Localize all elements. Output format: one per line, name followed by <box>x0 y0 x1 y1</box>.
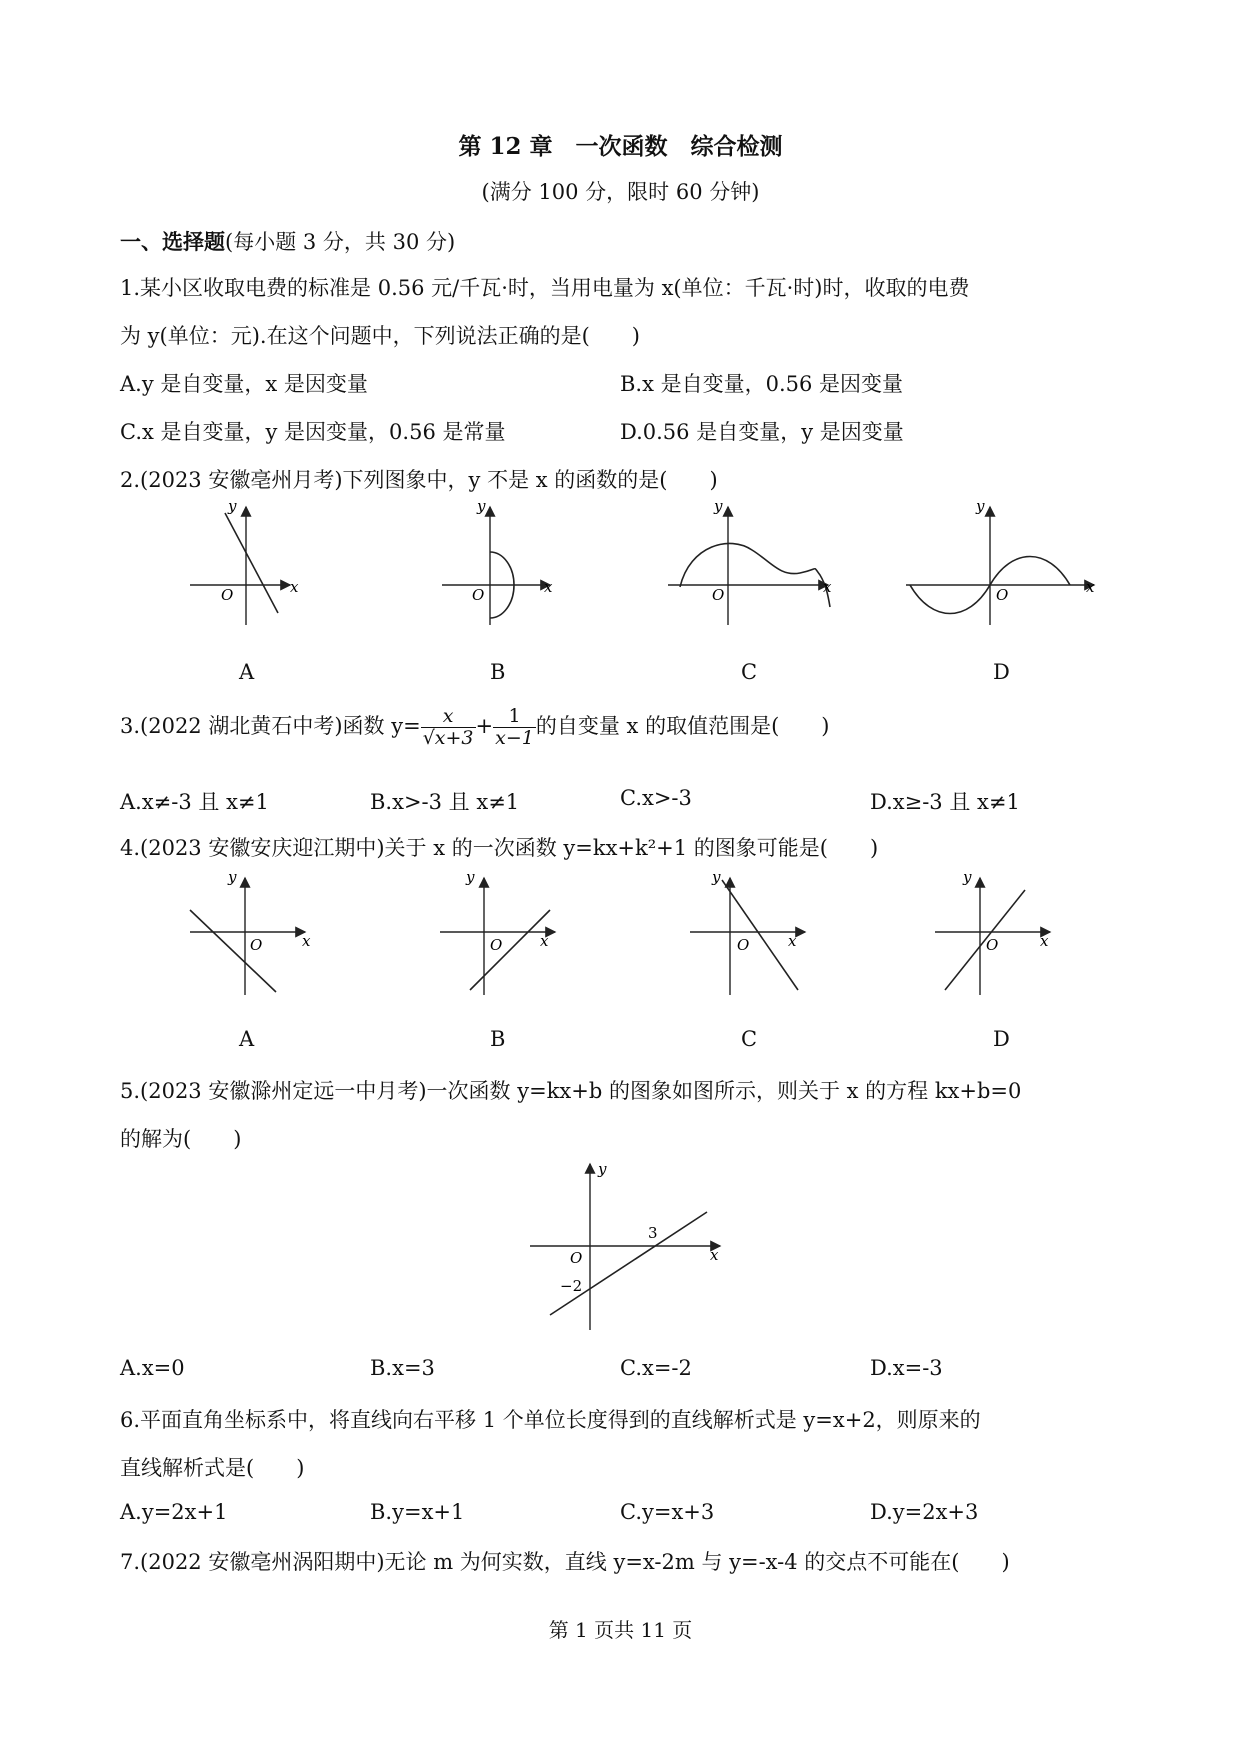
origin-label: O <box>737 936 750 954</box>
q3-option-c: C.x>-3 <box>620 786 692 810</box>
x-label: x <box>788 932 797 950</box>
q4-label-d: D <box>993 1027 1010 1051</box>
q4-stem: 4.(2023 安徽安庆迎江期中)关于 x 的一次函数 y=kx+k²+1 的图象可能是( ) <box>120 836 879 860</box>
origin-label: O <box>490 936 503 954</box>
q3-option-d: D.x≥-3 且 x≠1 <box>870 790 1020 814</box>
q5-option-c: C.x=-2 <box>620 1356 692 1380</box>
origin-label: O <box>996 586 1009 604</box>
q3-frac1-num: x <box>421 706 476 728</box>
section-heading-title: 一、选择题 <box>120 229 225 254</box>
q3-fraction-2 <box>493 706 536 749</box>
y-label: y <box>976 497 985 515</box>
q2-stem: 2.(2023 安徽亳州月考)下列图象中，y 不是 x 的函数的是( ) <box>120 468 718 492</box>
q5-option-d: D.x=-3 <box>870 1356 943 1380</box>
x-label: x <box>1086 578 1095 596</box>
q1-line2: 为 y(单位：元).在这个问题中，下列说法正确的是( ) <box>120 324 640 348</box>
q4-graphs <box>0 870 1241 1005</box>
x-label: x <box>1040 932 1049 950</box>
origin-label: O <box>250 936 263 954</box>
y-intercept-label: −2 <box>560 1277 583 1295</box>
q5-line1: 5.(2023 安徽滁州定远一中月考)一次函数 y=kx+b 的图象如图所示，则关于 x 的方程 kx+b=0 <box>120 1079 1022 1103</box>
q2-graph-b <box>442 497 553 625</box>
y-label: y <box>963 870 972 886</box>
x-label: x <box>302 932 311 950</box>
x-intercept-label: 3 <box>648 1224 658 1242</box>
q2-label-d: D <box>993 660 1010 684</box>
q3-frac2-den: x−1 <box>495 726 534 749</box>
q2-graph-d <box>906 497 1095 625</box>
x-label: x <box>710 1246 719 1264</box>
y-label: y <box>714 497 723 515</box>
q6-option-a: A.y=2x+1 <box>120 1500 228 1524</box>
q2-graph-c <box>668 497 832 625</box>
origin-label: O <box>570 1249 583 1267</box>
q4-graph-b <box>440 870 555 995</box>
q4-graph-c <box>690 870 805 995</box>
q3-option-b: B.x>-3 且 x≠1 <box>370 790 520 814</box>
q6-line2: 直线解析式是( ) <box>120 1456 305 1480</box>
graph-line <box>945 890 1025 990</box>
q3-stem <box>120 706 829 749</box>
origin-label: O <box>712 586 725 604</box>
q1-line1: 1.某小区收取电费的标准是 0.56 元/千瓦·时，当用电量为 x(单位：千瓦·时)时，收取的电费 <box>120 276 970 300</box>
graph-line <box>722 880 798 990</box>
q2-label-c: C <box>741 660 758 684</box>
q5-option-b: B.x=3 <box>370 1356 435 1380</box>
q4-label-c: C <box>741 1027 758 1051</box>
q7-stem: 7.(2022 安徽亳州涡阳期中)无论 m 为何实数，直线 y=x-2m 与 y=-x-4 的交点不可能在( ) <box>120 1550 1010 1574</box>
y-label: y <box>228 870 237 886</box>
q2-label-b: B <box>490 660 506 684</box>
graph-curve <box>680 543 830 607</box>
q4-graph-a <box>190 870 311 995</box>
q6-option-b: B.y=x+1 <box>370 1500 465 1524</box>
q3-frac2-num: 1 <box>493 706 536 728</box>
section-heading-note: (每小题 3 分，共 30 分) <box>225 230 456 254</box>
q2-graph-a <box>190 497 299 625</box>
q5-line2: 的解为( ) <box>120 1127 242 1151</box>
q3-fraction-1 <box>421 706 476 749</box>
q4-graph-d <box>935 870 1050 995</box>
q6-option-c: C.y=x+3 <box>620 1500 715 1524</box>
y-label: y <box>598 1160 607 1178</box>
origin-label: O <box>221 586 234 604</box>
q5-graph <box>520 1160 730 1335</box>
q2-graphs <box>0 495 1241 635</box>
section-heading <box>120 226 455 256</box>
x-label: x <box>290 578 299 596</box>
y-label: y <box>228 497 237 515</box>
y-label: y <box>466 870 475 886</box>
q5-option-a: A.x=0 <box>120 1356 185 1380</box>
q1-option-b: B.x 是自变量，0.56 是因变量 <box>620 372 904 396</box>
x-label: x <box>823 578 832 596</box>
q3-prefix: 3.(2022 湖北黄石中考)函数 y= <box>120 713 421 738</box>
q4-label-a: A <box>239 1027 255 1051</box>
q2-label-a: A <box>239 660 255 684</box>
graph-line <box>470 910 550 990</box>
q3-suffix: 的自变量 x 的取值范围是( ) <box>535 713 830 738</box>
q3-option-a: A.x≠-3 且 x≠1 <box>120 790 269 814</box>
y-label: y <box>712 870 721 886</box>
q3-frac1-den: √x+3 <box>422 726 474 749</box>
q1-option-a: A.y 是自变量，x 是因变量 <box>120 372 368 396</box>
q6-option-d: D.y=2x+3 <box>870 1500 979 1524</box>
q4-label-b: B <box>490 1027 506 1051</box>
x-label: x <box>540 932 549 950</box>
graph-line <box>190 910 276 992</box>
page-subtitle: (满分 100 分，限时 60 分钟) <box>481 180 760 204</box>
origin-label: O <box>986 936 999 954</box>
x-label: x <box>544 578 553 596</box>
q6-line1: 6.平面直角坐标系中，将直线向右平移 1 个单位长度得到的直线解析式是 y=x+2，则原来的 <box>120 1408 981 1432</box>
origin-label: O <box>472 586 485 604</box>
y-label: y <box>477 497 486 515</box>
page-title: 第 12 章 一次函数 综合检测 <box>458 133 783 160</box>
page-footer: 第 1 页共 11 页 <box>548 1618 693 1642</box>
q1-option-c: C.x 是自变量，y 是因变量，0.56 是常量 <box>120 420 506 444</box>
q3-plus: + <box>475 713 494 738</box>
q1-option-d: D.0.56 是自变量，y 是因变量 <box>620 420 904 444</box>
